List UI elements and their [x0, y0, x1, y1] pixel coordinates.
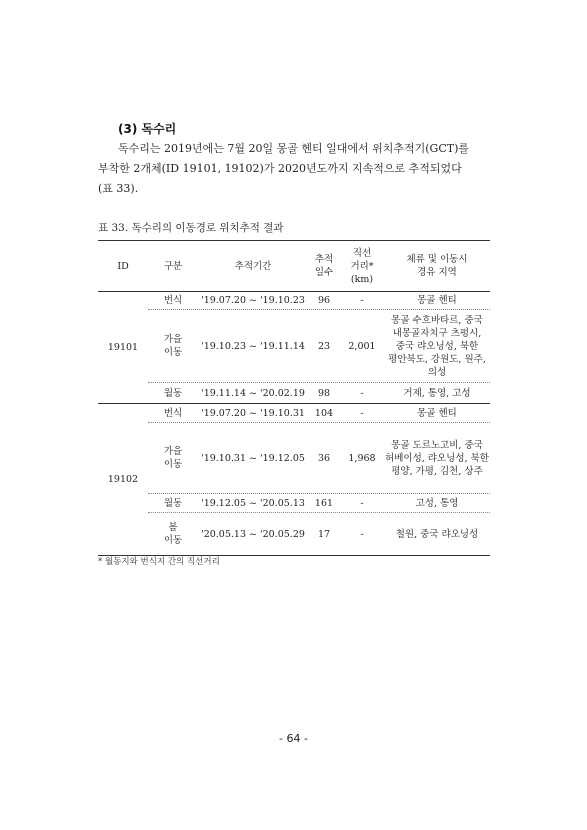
cell-distance: 1,968 — [348, 452, 376, 464]
cell-days: 23 — [317, 340, 331, 352]
cell-region: 몽골 헨티 — [417, 407, 457, 419]
header-category: 구분 — [163, 260, 183, 272]
table-row — [148, 404, 490, 423]
page-number: - 64 - — [279, 732, 308, 745]
cell-days: 161 — [314, 497, 334, 509]
cell-distance: 2,001 — [348, 340, 376, 352]
cell-distance: - — [360, 387, 364, 399]
cell-distance: - — [360, 528, 364, 540]
table-header-row — [98, 241, 490, 292]
cell-period: '19.07.20 ~ '19.10.31 — [201, 407, 305, 419]
cell-distance: - — [360, 295, 364, 306]
cell-category: 가을 이동 — [163, 446, 183, 470]
paragraph-line: 독수리는 2019년에는 7월 20일 몽골 헨티 일대에서 위치추적기(GCT)를 — [118, 142, 469, 155]
header-distance — [340, 241, 384, 291]
cell-days: 17 — [317, 528, 331, 540]
header-days-line: 일수 — [314, 267, 334, 278]
cell-region: 철원, 중국 랴오닝성 — [395, 528, 479, 540]
tracking-table — [98, 240, 490, 556]
table-row — [148, 423, 490, 494]
cell-period: '19.11.14 ~ '20.02.19 — [201, 387, 305, 399]
header-region-line: 경유 지역 — [417, 267, 457, 278]
cell-days: 36 — [317, 452, 331, 464]
paragraph-line: 부착한 2개체(ID 19101, 19102)가 2020년도까지 지속적으로 추적되었다 — [98, 162, 462, 175]
cell-period: '20.05.13 ~ '20.05.29 — [201, 528, 305, 540]
header-region — [384, 241, 490, 291]
table-row — [148, 383, 490, 403]
header-distance-line: 거리* — [350, 260, 374, 272]
header-period: 추적기간 — [234, 260, 272, 272]
body-paragraph — [98, 139, 490, 199]
cell-region: 거제, 통영, 고성 — [403, 387, 471, 399]
cell-category: 가을 이동 — [163, 334, 183, 358]
header-distance-line: 직선 — [352, 247, 372, 259]
paragraph-line: (표 33). — [98, 182, 139, 195]
table-row — [148, 292, 490, 310]
cell-period: '19.07.20 ~ '19.10.23 — [201, 295, 305, 306]
cell-distance: - — [360, 497, 364, 509]
cell-days: 104 — [314, 407, 334, 419]
cell-distance: - — [360, 407, 364, 419]
group-id: 19102 — [107, 474, 139, 485]
cell-category: 번식 — [163, 407, 183, 419]
header-id: ID — [117, 260, 129, 272]
table-row — [148, 494, 490, 513]
cell-days: 98 — [317, 387, 331, 399]
cell-region: 몽골 수흐바타르, 중국 내몽골자치구 츠펑시, 중국 랴오닝성, 북한 평안북도, 강원도, 원주, 의성 — [388, 314, 486, 378]
cell-category: 봄 이동 — [163, 522, 183, 546]
cell-region: 몽골 도르노고비, 중국 허베이성, 랴오닝성, 북한 평양, 가평, 김천, 상주 — [385, 439, 489, 477]
table-group-19101 — [98, 292, 490, 404]
header-days — [308, 241, 340, 291]
header-days-line: 추적 — [314, 254, 334, 265]
cell-category: 월동 — [163, 387, 183, 399]
cell-category: 월동 — [163, 497, 183, 509]
cell-period: '19.12.05 ~ '20.05.13 — [201, 497, 305, 509]
table-row — [148, 513, 490, 555]
cell-region: 고성, 통영 — [415, 497, 459, 509]
section-heading: (3) 독수리 — [118, 122, 177, 136]
cell-period: '19.10.31 ~ '19.12.05 — [201, 452, 305, 464]
cell-period: '19.10.23 ~ '19.11.14 — [201, 340, 305, 352]
cell-region: 몽골 헨티 — [417, 295, 457, 306]
table-group-19102 — [98, 404, 490, 555]
table-caption: 표 33. 독수리의 이동경로 위치추적 결과 — [98, 222, 284, 234]
cell-days: 96 — [317, 295, 331, 306]
header-region-line: 체류 및 이동시 — [406, 254, 468, 265]
table-footnote: * 월동지와 번식지 간의 직선거리 — [98, 557, 220, 567]
table-row — [148, 310, 490, 383]
cell-category: 번식 — [163, 295, 183, 306]
group-id: 19101 — [107, 342, 139, 353]
header-distance-line: (km) — [350, 273, 374, 285]
